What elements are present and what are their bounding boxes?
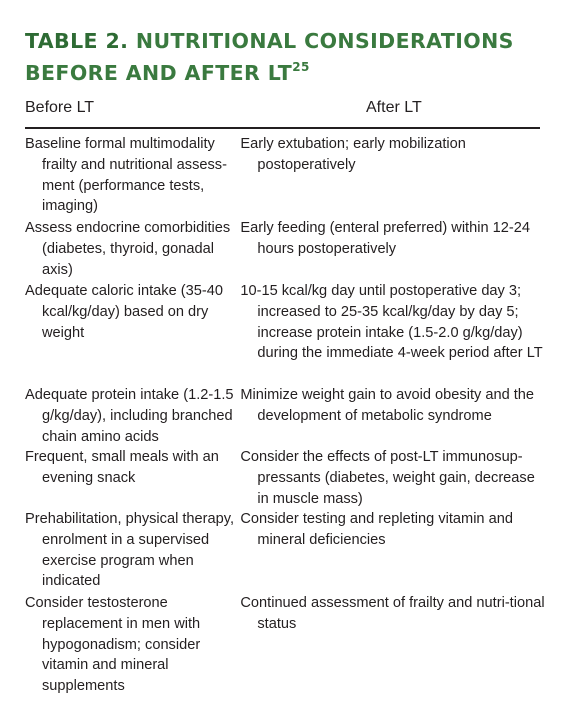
table-row [25, 385, 545, 447]
table-title [25, 25, 545, 89]
header-rule [25, 127, 540, 129]
table-row [25, 593, 545, 697]
after-cell: Consider testing and repleting vitamin and mineral deficiencies [240, 511, 513, 548]
table-row [25, 218, 545, 281]
before-cell: Consider testosterone replacement in men with hypogonadism; consider vitamin and mineral supplements [25, 595, 201, 695]
table-row [25, 509, 545, 593]
after-cell: Minimize weight gain to avoid obesity and the development of metabolic syndrome [240, 387, 535, 424]
table-row [25, 134, 545, 218]
after-cell: Continued assessment of frailty and nutri-tional status [240, 595, 545, 632]
before-cell: Adequate protein intake (1.2-1.5 g/kg/day), including branched chain amino acids [25, 387, 234, 445]
table-body [25, 134, 545, 697]
before-cell: Adequate caloric intake (35-40 kcal/kg/day) based on dry weight [25, 283, 223, 341]
table-reference: 25 [292, 60, 310, 74]
after-cell: Consider the effects of post-LT immunosup-pressants (diabetes, weight gain, decrease in muscle mass) [240, 449, 535, 507]
after-cell: Early extubation; early mobilization postoperatively [240, 136, 466, 173]
before-cell: Baseline formal multimodality frailty and nutritional assess-ment (performance tests, imaging) [25, 136, 227, 215]
table-caption: NUTRITIONAL CONSIDERATIONS BEFORE AND AFTER LT [25, 29, 514, 85]
table-row [25, 447, 545, 509]
table-number: TABLE 2. [25, 29, 129, 53]
before-cell: Assess endocrine comorbidities (diabetes, thyroid, gonadal axis) [25, 220, 231, 278]
column-header-before: Before LT [25, 99, 95, 116]
column-header-after: After LT [366, 99, 422, 116]
table-row [25, 281, 545, 385]
before-cell: Prehabilitation, physical therapy, enrolment in a supervised exercise program when indicated [25, 511, 235, 590]
before-cell: Frequent, small meals with an evening snack [25, 449, 219, 486]
after-cell: 10-15 kcal/kg day until postoperative day 3; increased to 25-35 kcal/kg/day by day 5; increase protein intake (1.5-2.0 g/kg/day) during the immediate 4-week period after LT [240, 283, 543, 362]
after-cell: Early feeding (enteral preferred) within 12-24 hours postoperatively [240, 220, 530, 257]
